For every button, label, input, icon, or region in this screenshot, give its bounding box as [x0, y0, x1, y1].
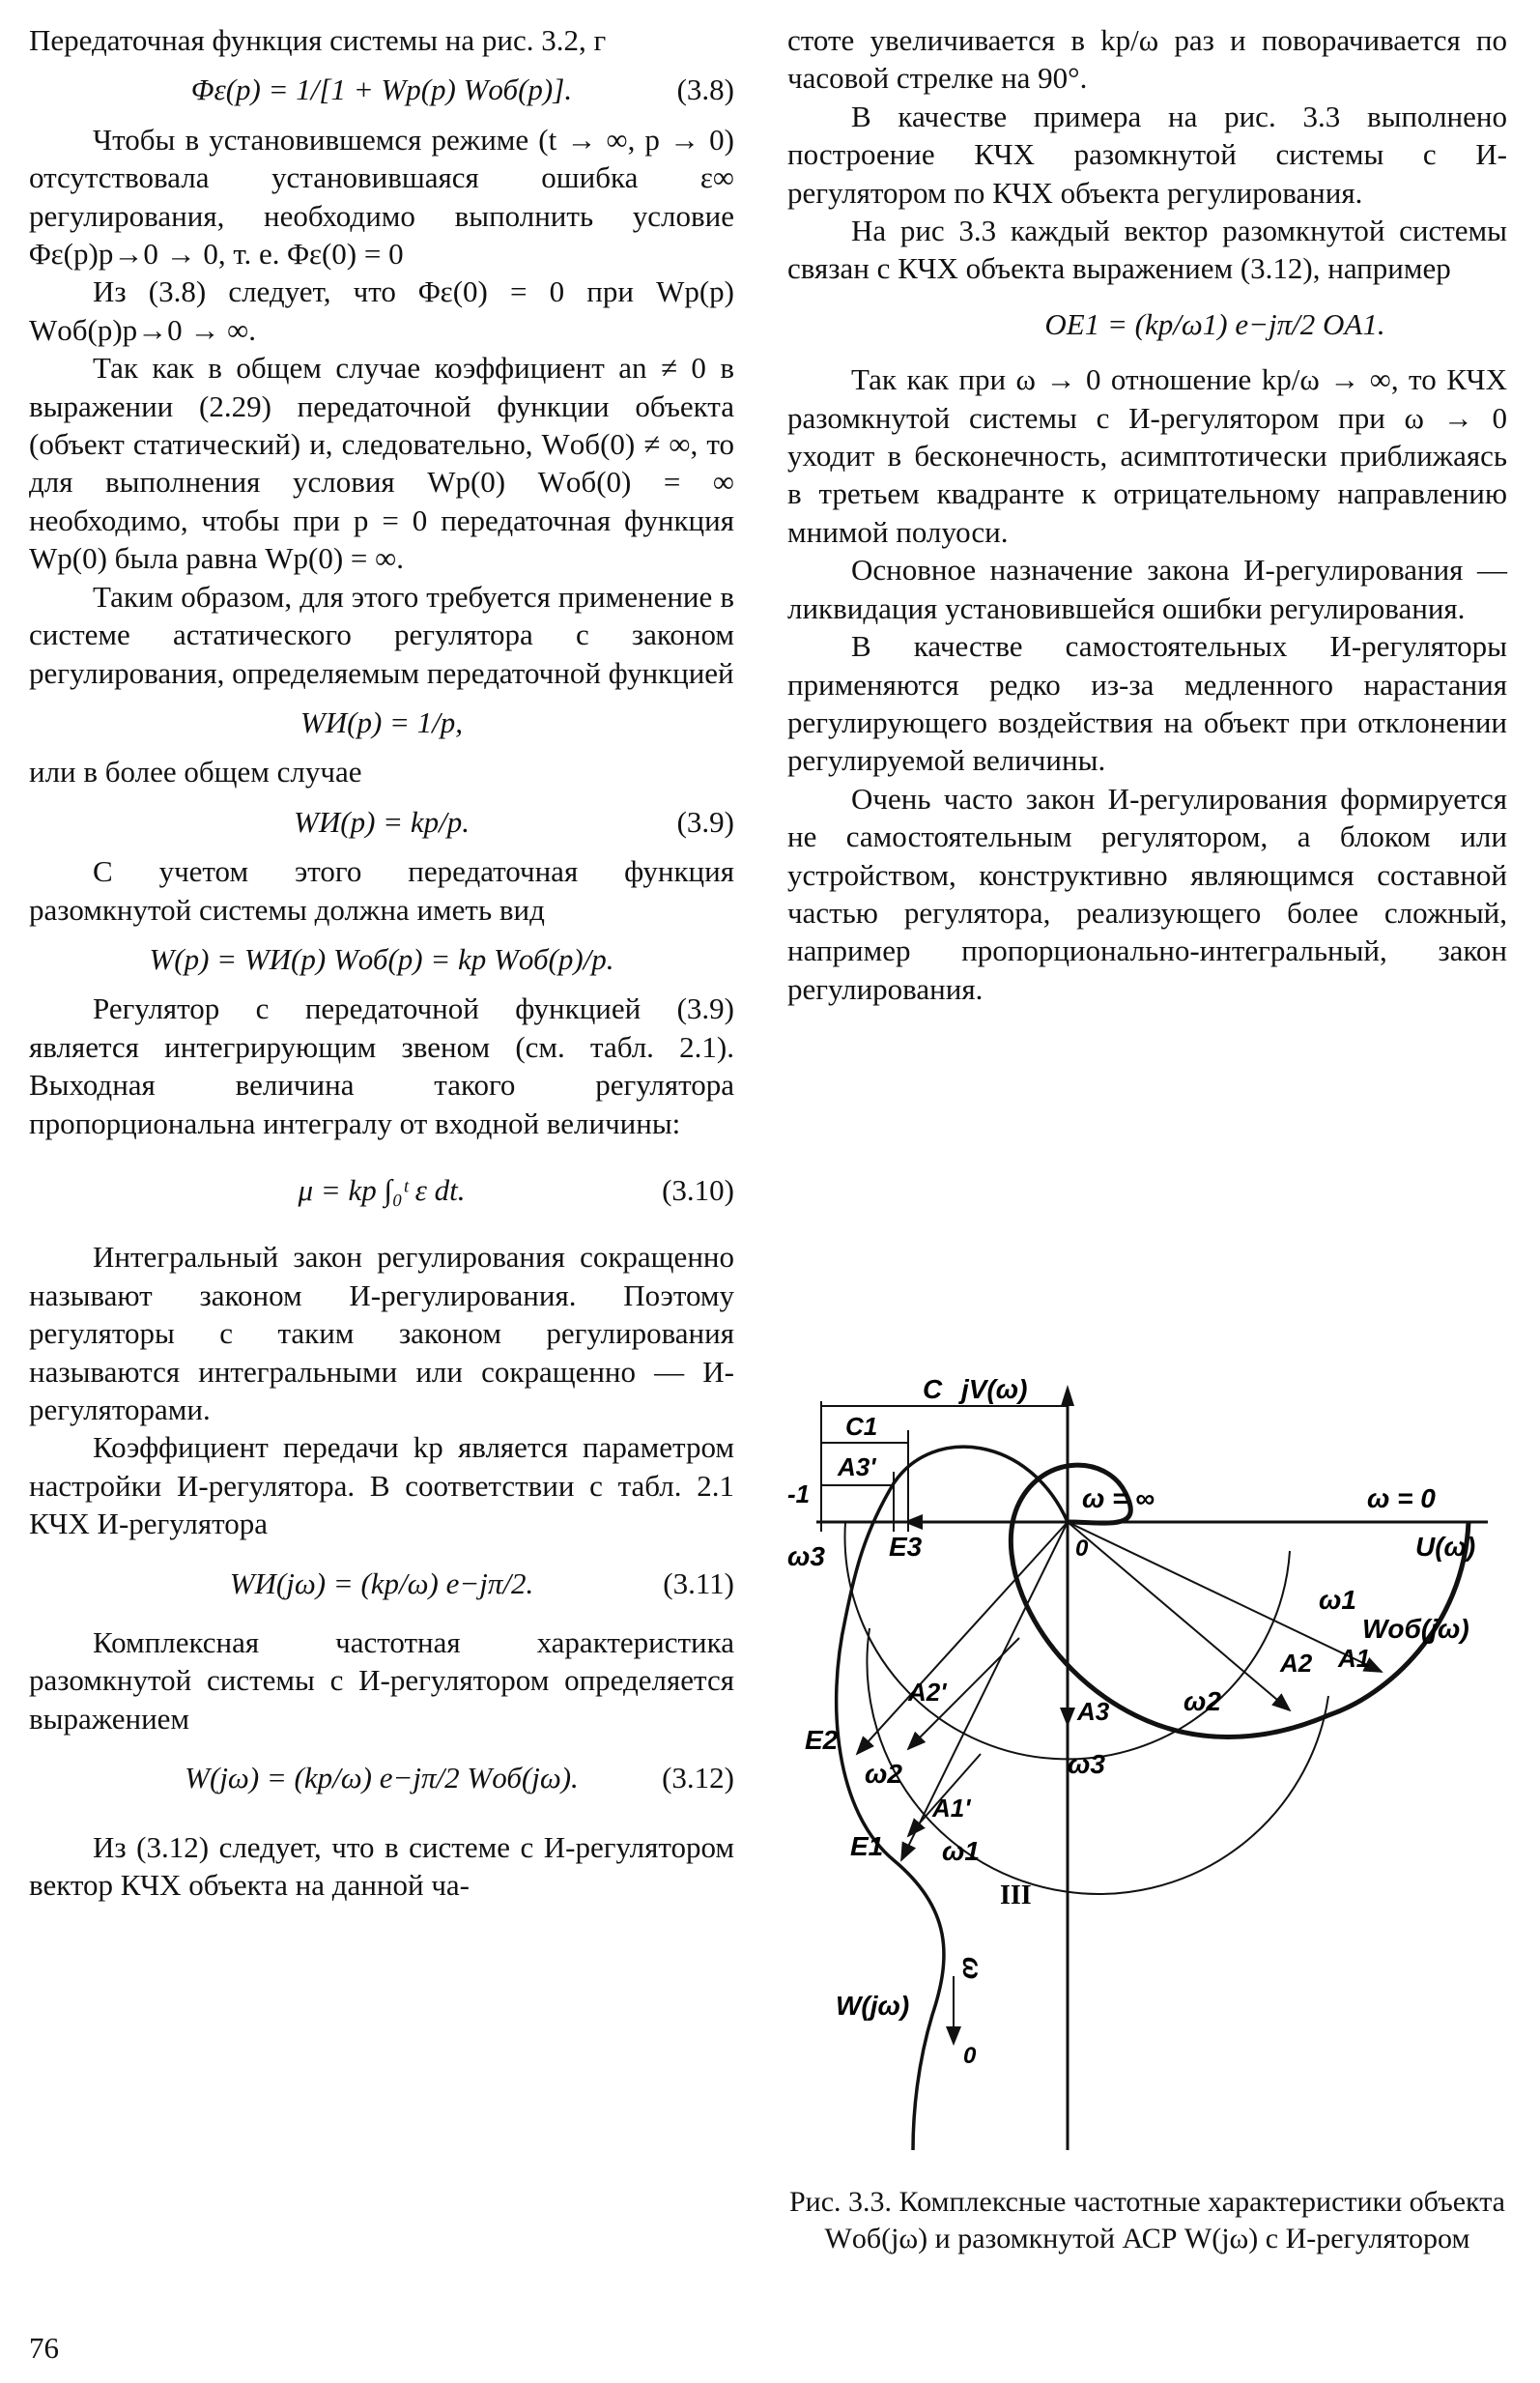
label-omega-arrow: ω — [957, 1957, 987, 1980]
paragraph: С учетом этого передаточная функция разомкнутой системы должна иметь вид — [29, 854, 734, 927]
paragraph: Так как в общем случае коэффициент an ≠ 0 в выражении (2.29) передаточной функции объекта (объект статический) и, следовательно, Wоб(0) ≠ ∞, то для выполнения условия Wр(0) Wоб(0) = ∞ необходимо, чтобы при p = 0 передаточная функция Wр(0) была равна Wр(0) = ∞. — [29, 351, 734, 576]
label-a2p: A2' — [908, 1678, 947, 1707]
equation-text: W(jω) = (kр/ω) e−jπ/2 Wоб(jω). — [185, 1761, 579, 1795]
equation-number: (3.11) — [663, 1565, 734, 1600]
label-omega-inf: ω = ∞ — [1082, 1483, 1155, 1513]
paragraph: Передаточная функция системы на рис. 3.2, г — [29, 23, 607, 57]
equation-text: W(p) = WИ(p) Wоб(p) = kр Wоб(p)/p. — [149, 941, 614, 976]
equation-oe1 — [923, 305, 1507, 343]
label-arrow-zero: 0 — [963, 2043, 977, 2069]
paragraph: Так как при ω → 0 отношение kр/ω → ∞, то КЧХ разомкнутой системы с И-регулятором при ω → 0 уходит в бесконечность, асимптотически приближаясь в третьем квадранте к отрицательному направлению мнимой полуоси. — [787, 362, 1507, 549]
equation-3-11 — [29, 1565, 734, 1602]
equation-text: WИ(jω) = (kр/ω) e−jπ/2. — [229, 1565, 534, 1600]
equation-number: (3.8) — [676, 72, 734, 107]
equation-3-9 — [29, 803, 734, 841]
equation-text: WИ(p) = kр/p. — [294, 804, 470, 839]
paragraph: Комплексная частотная характеристика разомкнутой системы с И-регулятором определяется выражением — [29, 1625, 734, 1736]
label-omega3-left: ω3 — [787, 1541, 825, 1571]
equation-wi — [29, 703, 734, 741]
paragraph: Регулятор с передаточной функцией (3.9) является интегрирующим звеном (см. табл. 2.1). Выходная величина такого регулятора пропорциональна интегралу от входной величины: — [29, 991, 734, 1140]
right-column — [787, 21, 1507, 1008]
equation-w — [29, 940, 734, 978]
label-e3: E3 — [889, 1532, 923, 1562]
label-wj: W(jω) — [836, 1991, 910, 2021]
label-a2: A2 — [1280, 1649, 1313, 1678]
equation-3-10 — [29, 1171, 734, 1209]
equation-number: (3.12) — [662, 1761, 734, 1795]
equation-text: WИ(p) = 1/p, — [299, 704, 464, 739]
label-u: U(ω) — [1415, 1532, 1476, 1562]
label-omega3-low: ω3 — [1068, 1749, 1105, 1779]
paragraph: Таким образом, для этого требуется применение в системе астатического регулятора с законом регулирования, определяемым передаточной функцией — [29, 579, 734, 690]
paragraph: В качестве самостоятельных И-регуляторы применяются редко из-за медленного нарастания регулирующего воздействия на объект при отклонении регулируемой величины. — [787, 629, 1507, 778]
equation-text: μ = kр ∫₀ᵗ ε dt. — [298, 1172, 466, 1207]
figure-3-3 — [787, 1377, 1507, 2160]
label-e2: E2 — [805, 1725, 839, 1755]
label-c: C — [923, 1377, 943, 1404]
label-c1: C1 — [845, 1412, 878, 1441]
paragraph: Коэффициент передачи kр является параметром настройки И-регулятора. В соответствии с табл. 2.1 КЧХ И-регулятора — [29, 1430, 734, 1541]
label-jv: jV(ω) — [961, 1377, 1028, 1404]
paragraph: На рис 3.3 каждый вектор разомкнутой системы связан с КЧХ объекта выражением (3.12), например — [787, 214, 1507, 286]
equation-3-8 — [29, 71, 734, 108]
paragraph: Основное назначение закона И-регулирования — ликвидация установившейся ошибки регулирования. — [787, 553, 1507, 625]
label-a3p: A3' — [838, 1452, 876, 1481]
label-quadrant-iii: III — [1000, 1881, 1032, 1910]
paragraph: стоте увеличивается в kр/ω раз и поворачивается по часовой стрелке на 90°. — [787, 23, 1507, 96]
paragraph: Из (3.12) следует, что в системе с И-регулятором вектор КЧХ объекта на данной ча- — [29, 1829, 734, 1903]
label-minus1: -1 — [787, 1479, 811, 1508]
equation-3-12 — [29, 1759, 734, 1796]
figure-caption — [787, 2184, 1507, 2257]
paragraph: Из (3.8) следует, что Φε(0) = 0 при Wр(p) Wоб(p)p→0 → ∞. — [29, 274, 734, 347]
label-omega1-top: ω1 — [1319, 1585, 1356, 1615]
equation-text: Φε(p) = 1/[1 + Wр(p) Wоб(p)]. — [190, 72, 573, 107]
label-omega-zero: ω = 0 — [1367, 1483, 1436, 1513]
label-a3: A3 — [1077, 1697, 1110, 1726]
caption-text: Рис. 3.3. Комплексные частотные характеристики объекта Wоб(jω) и разомкнутой АСР W(jω) с И-регулятором — [789, 2186, 1505, 2254]
imag-axis-arrow — [1061, 1385, 1074, 1406]
paragraph: Чтобы в установившемся режиме (t → ∞, p → 0) отсутствовала установившаяся ошибка ε∞ регулирования, необходимо выполнить условие Φε(p)p→0 → 0, т. е. Φε(0) = 0 — [29, 122, 734, 272]
label-a1p: A1' — [932, 1794, 971, 1823]
label-omega2-low: ω2 — [865, 1759, 902, 1789]
page-number: 76 — [29, 2331, 59, 2365]
equation-number: (3.10) — [662, 1172, 734, 1207]
paragraph: или в более общем случае — [29, 755, 362, 790]
label-omega1-low: ω1 — [942, 1836, 980, 1866]
vector-oa2 — [1068, 1522, 1290, 1710]
paragraph: Интегральный закон регулирования сокращенно называют законом И-регулирования. Поэтому регуляторы с таким законом регулирования называются интегральными или сокращенно — И-регуляторами. — [29, 1240, 734, 1426]
label-wob: Wоб(jω) — [1362, 1614, 1469, 1644]
nyquist-diagram — [787, 1377, 1507, 2160]
label-omega2-mid: ω2 — [1184, 1686, 1221, 1716]
left-column — [29, 21, 734, 1904]
paragraph: Очень часто закон И-регулирования формируется не самостоятельным регулятором, а блоком или устройством, конструктивно являющимся составной частью регулятора, реализующего более сложный, например пропорционально-интегральный, закон регулирования. — [787, 781, 1507, 1006]
paragraph: В качестве примера на рис. 3.3 выполнено построение КЧХ разомкнутой системы с И-регулятором по КЧХ объекта регулирования. — [787, 99, 1507, 210]
label-zero: 0 — [1075, 1536, 1089, 1562]
label-a1: A1 — [1338, 1644, 1371, 1673]
equation-text: OE1 = (kр/ω1) e−jπ/2 OA1. — [1044, 306, 1385, 341]
equation-number: (3.9) — [676, 804, 734, 839]
label-e1: E1 — [850, 1831, 884, 1861]
